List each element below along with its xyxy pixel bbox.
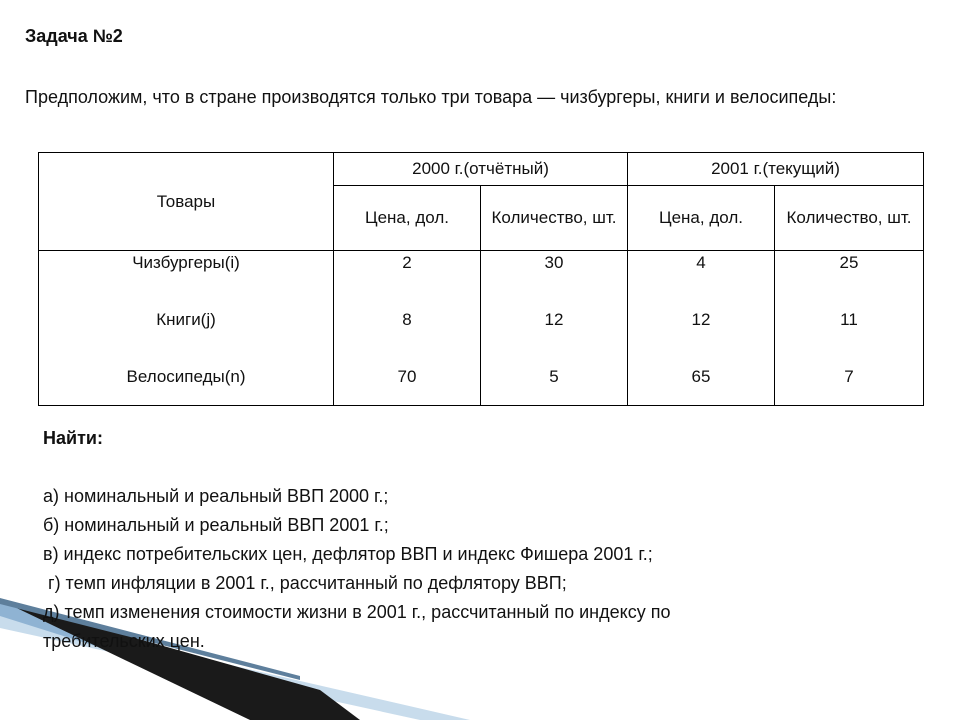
table-value: 12 xyxy=(544,310,564,329)
qty-2000-header: Количество, шт. xyxy=(481,186,628,251)
task-item-a: а) номинальный и реальный ВВП 2000 г.; xyxy=(43,486,389,506)
task-item-e: д) темп изменения стоимости жизни в 2001 г., рассчитанный по индексу по xyxy=(43,602,671,622)
table-value: 7 xyxy=(844,367,854,386)
find-heading: Найти: xyxy=(43,428,103,448)
qty-2000-cell xyxy=(481,251,628,406)
goods-header: Товары xyxy=(39,153,334,251)
table-value: 8 xyxy=(402,310,412,329)
table-value: 70 xyxy=(397,367,417,386)
goods-names-cell xyxy=(39,251,334,406)
price-2000-cell xyxy=(334,251,481,406)
task-item-b: б) номинальный и реальный ВВП 2001 г.; xyxy=(43,515,389,535)
table-data-row xyxy=(39,251,924,406)
table-value: 65 xyxy=(691,367,711,386)
table-value: 2 xyxy=(402,253,412,272)
table-value: 30 xyxy=(544,253,564,272)
slide-title: Задача №2 xyxy=(25,26,123,46)
goods-name: Чизбургеры(i) xyxy=(132,253,240,272)
task-item-c: в) индекс потребительских цен, дефлятор ВВП и индекс Фишера 2001 г.; xyxy=(43,544,653,564)
qty-2001-cell xyxy=(775,251,924,406)
table-value: 5 xyxy=(549,367,559,386)
goods-name: Велосипеды(n) xyxy=(126,367,246,386)
task-item-e-continued: требительских цен. xyxy=(43,631,205,651)
year-2001-header: 2001 г.(текущий) xyxy=(628,153,924,186)
goods-table xyxy=(38,152,924,406)
task-item-d: г) темп инфляции в 2001 г., рассчитанный по дефлятору ВВП; xyxy=(43,573,567,593)
price-2000-header: Цена, дол. xyxy=(334,186,481,251)
table-header-row xyxy=(39,153,924,186)
table-value: 25 xyxy=(839,253,859,272)
price-2001-header: Цена, дол. xyxy=(628,186,775,251)
intro-text: Предположим, что в стране производятся только три товара — чизбургеры, книги и велосипеды: xyxy=(25,87,837,107)
task-list xyxy=(43,482,923,656)
table-value: 11 xyxy=(840,310,858,329)
table-value: 4 xyxy=(696,253,706,272)
goods-name: Книги(j) xyxy=(156,310,216,329)
table-value: 12 xyxy=(691,310,711,329)
price-2001-cell xyxy=(628,251,775,406)
qty-2001-header: Количество, шт. xyxy=(775,186,924,251)
year-2000-header: 2000 г.(отчётный) xyxy=(334,153,628,186)
